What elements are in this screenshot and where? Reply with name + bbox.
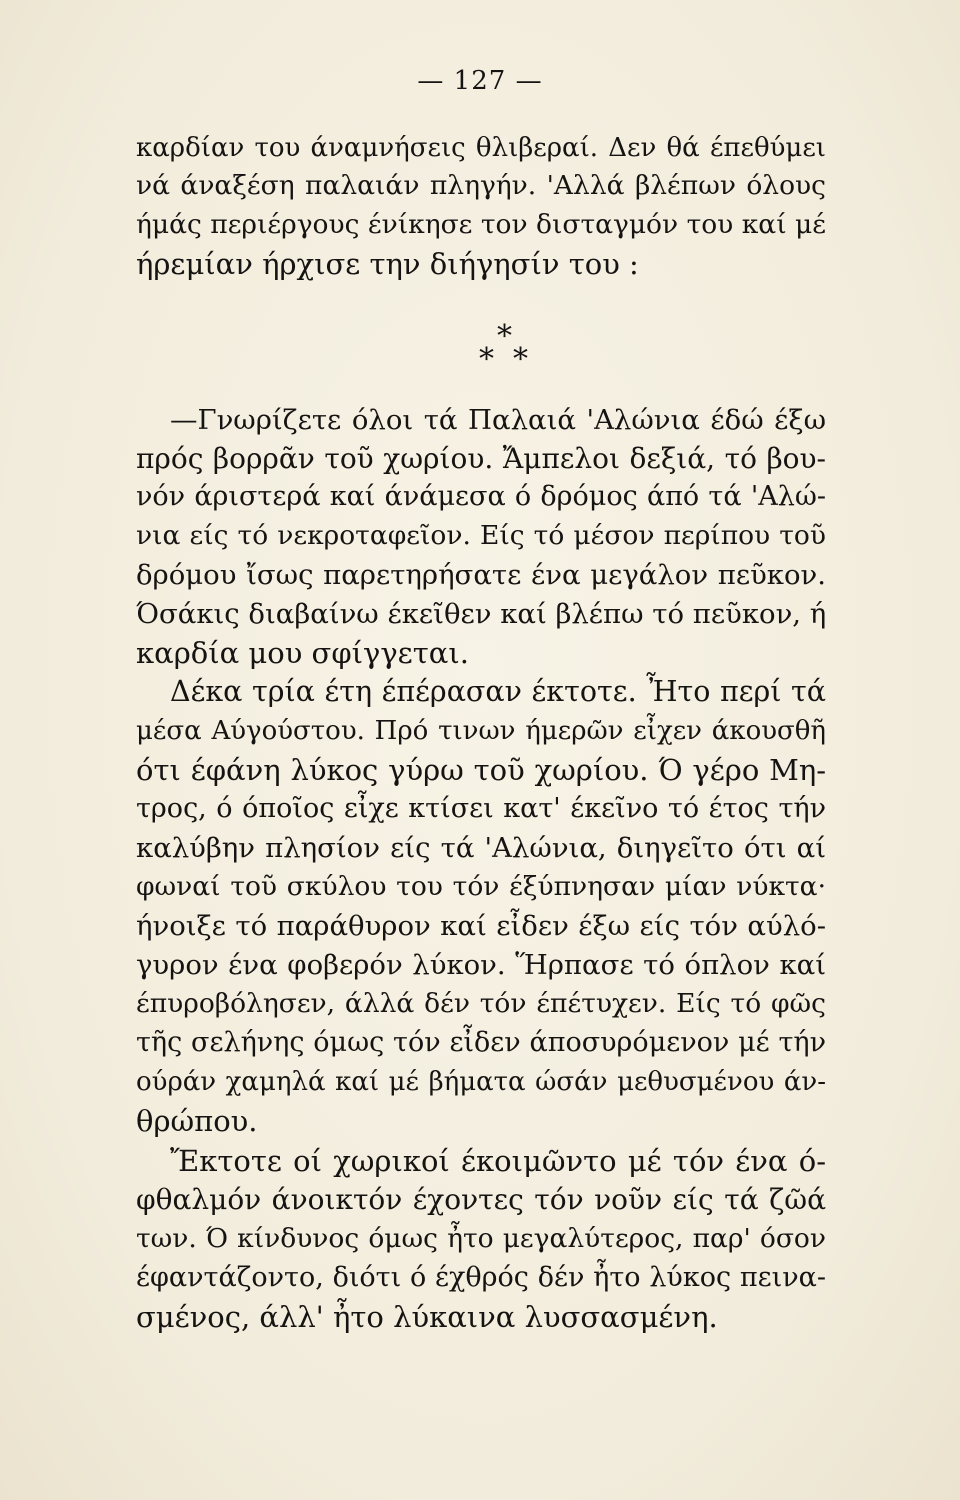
text-line: Δέκα τρία έτη έπέρασαν έκτοτε. Ἦτο περί τά — [170, 675, 826, 708]
text-line: σμένος, άλλ' ἦτο λύκαινα λυσσασμένη. — [136, 1300, 718, 1334]
text-line: θρώπου. — [136, 1104, 258, 1138]
text-line: καρδίαν του άναμνήσεις θλιβεραί. Δεν θά έπεθύμει — [136, 133, 826, 163]
text-line: μέσα Αύγούστου. Πρό τινων ήμερῶν εἶχεν άκουσθῆ — [136, 716, 826, 746]
text-line: έπυροβόλησεν, άλλά δέν τόν έπέτυχεν. Είς τό φῶς — [136, 988, 826, 1019]
text-line: ότι έφάνη λύκος γύρω τοῦ χωρίου. Ό γέρο Μη- — [136, 753, 826, 787]
text-line: ήμάς περιέργους ένίκησε τον δισταγμόν του καί μέ — [136, 209, 826, 240]
page-number: — 127 — — [417, 66, 543, 96]
text-line: καρδία μου σφίγγεται. — [136, 636, 469, 670]
text-line: νά άναξέση παλαιάν πληγήν. 'Αλλά βλέπων όλους — [136, 170, 826, 201]
text-line: φθαλμόν άνοικτόν έχοντες τόν νοῦν είς τά ζῶά — [136, 1183, 826, 1216]
text-line: —Γνωρίζετε όλοι τά Παλαιά 'Αλώνια έδώ έξω — [170, 404, 826, 436]
text-line: ήνοιξε τό παράθυρον καί εἶδεν έξω είς τόν αύλό- — [136, 910, 826, 942]
text-line: γυρον ένα φοβερόν λύκον. Ἥρπασε τό όπλον καί — [136, 949, 826, 981]
text-line: νια είς τό νεκροταφεῖον. Είς τό μέσον περίπου τοῦ — [136, 520, 826, 551]
text-line: των. Ό κίνδυνος όμως ἦτο μεγαλύτερος, παρ' όσον — [136, 1223, 826, 1254]
separator-asterisk: * — [513, 342, 528, 377]
separator-asterisk: * — [479, 342, 494, 377]
text-line: ήρεμίαν ήρχισε την διήγησίν του : — [136, 247, 639, 281]
text-line: Όσάκις διαβαίνω έκεῖθεν καί βλέπω τό πεῦκον, ή — [136, 598, 827, 630]
text-line: τῆς σελήνης όμως τόν εἶδεν άποσυρόμενον μέ τήν — [136, 1027, 826, 1058]
text-line: νόν άριστερά καί άνάμεσα ό δρόμος άπό τά 'Αλώ- — [136, 481, 826, 512]
text-line: ούράν χαμηλά καί μέ βήματα ώσάν μεθυσμένου άν- — [136, 1067, 826, 1097]
text-line: φωναί τοῦ σκύλου του τόν έξύπνησαν μίαν νύκτα· — [136, 871, 826, 902]
text-line: έφαντάζοντο, διότι ό έχθρός δέν ἦτο λύκος πεινα- — [136, 1262, 826, 1293]
text-line: δρόμου ἴσως παρετηρήσατε ένα μεγάλον πεῦκον. — [136, 559, 826, 591]
text-line: τρος, ό όποῖος εἶχε κτίσει κατ' έκεῖνο τό έτος τήν — [136, 793, 826, 824]
text-line: Ἔκτοτε οί χωρικοί έκοιμῶντο μέ τόν ένα ό- — [170, 1144, 826, 1178]
separator-asterisk: * — [497, 319, 512, 354]
text-line: πρός βορρᾶν τοῦ χωρίου. Ἄμπελοι δεξιά, τό βου- — [136, 442, 826, 475]
text-line: καλύβην πλησίον είς τά 'Αλώνια, διηγεῖτο ότι αί — [136, 832, 826, 864]
